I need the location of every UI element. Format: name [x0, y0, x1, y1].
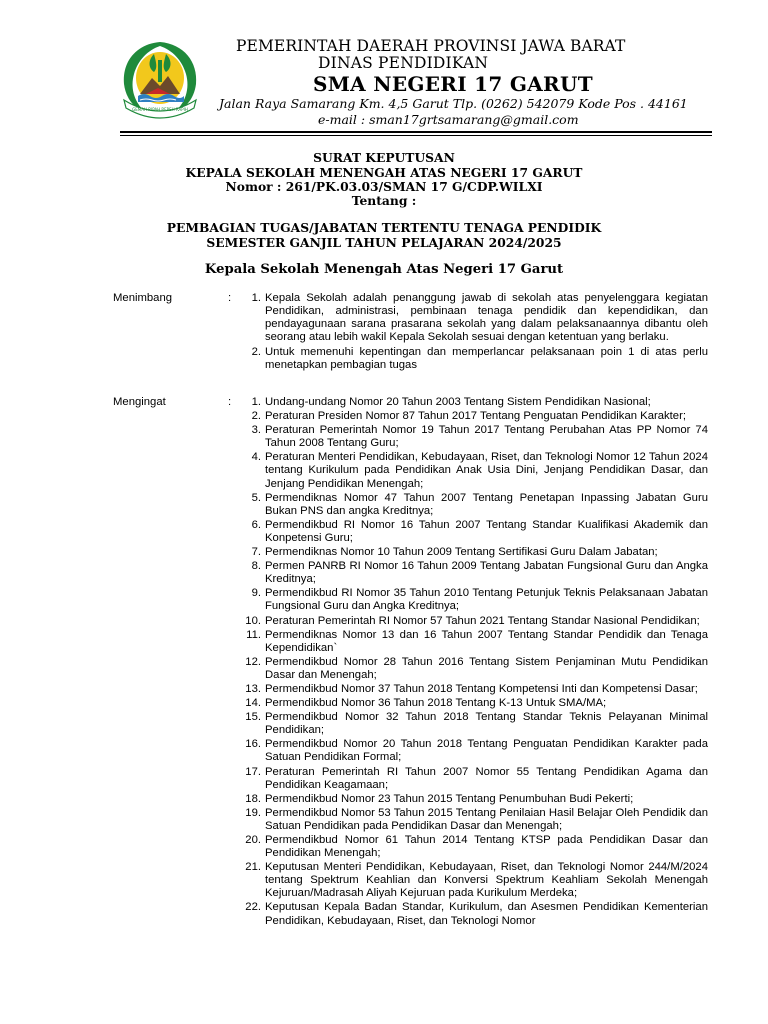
list-item-number: 19. — [245, 806, 261, 819]
list-item-number: 4. — [251, 451, 261, 464]
decree-about-label: Tentang : — [351, 193, 417, 208]
letterhead-government: PEMERINTAH DAERAH PROVINSI JAWA BARAT — [236, 37, 626, 55]
list-item — [237, 766, 708, 792]
letterhead-divider-thick — [120, 131, 712, 133]
menimbang-colon: : — [228, 292, 232, 304]
list-item-number: 2. — [251, 410, 261, 423]
west-java-emblem-logo — [118, 38, 202, 122]
list-item-number: 16. — [245, 738, 261, 751]
list-item — [237, 738, 708, 764]
list-item-number: 17. — [245, 765, 261, 778]
decree-issuer: KEPALA SEKOLAH MENENGAH ATAS NEGERI 17 GARUT — [185, 165, 583, 180]
list-item — [237, 587, 708, 613]
list-item-number: 10. — [245, 614, 261, 627]
list-item-text: Peraturan Menteri Pendidikan, Kebudayaan, Riset, dan Teknologi Nomor 12 Tahun 2024 tentang Kurikulum pada Pendidikan Anak Usia Dini, Jenjang Pendidikan Dasar, dan Jenjang Pendidikan Menengah; — [265, 451, 708, 490]
list-item-text: Untuk memenuhi kepentingan dan memperlancar pelaksanaan poin 1 di atas perlu menetapkan pembagian tugas — [265, 346, 708, 372]
list-item-text: Kepala Sekolah adalah penanggung jawab di sekolah atas penyelenggara kegiatan Pendidikan, administrasi, pembinaan tenaga pendidik dan kependidikan, dan pendayagunaan sarana prasarana sekolah yang dalam pelaksanaannya dibantu oleh seorang atau lebih wakil Kepala Sekolah sesuai dengan ketentuan yang berlaku. — [265, 292, 708, 344]
list-item-text: Permendikbud Nomor 28 Tahun 2016 Tentang Sistem Penjaminan Mutu Pendidikan Dasar dan Menengah; — [265, 655, 708, 681]
list-item — [237, 424, 708, 450]
list-item — [237, 560, 708, 586]
list-item-text: Keputusan Menteri Pendidikan, Kebudayaan, Riset, dan Teknologi Nomor 244/M/2024 tentang Spektrum Keahlian dan Konversi Spektrum Keahliam Sekolah Menengah Kejuruan/Madrasah Aliyah Kejuruan pada Kurikulum Merdeka; — [265, 861, 708, 900]
list-item — [237, 807, 708, 833]
list-item-number: 6. — [251, 518, 261, 531]
decree-subject-line1: PEMBAGIAN TUGAS/JABATAN TERTENTU TENAGA PENDIDIK — [166, 220, 602, 235]
list-item — [237, 861, 708, 900]
list-item-text: Undang-undang Nomor 20 Tahun 2003 Tentang Sistem Pendidikan Nasional; — [265, 396, 651, 408]
list-item-text: Permendikbud Nomor 36 Tahun 2018 Tentang K-13 Untuk SMA/MA; — [265, 697, 607, 710]
list-item-text: Permendikbud Nomor 53 Tahun 2015 Tentang Penilaian Hasil Belajar Oleh Pendidik dan Satuan Pendidikan pada Pendidikan Dasar dan Menengah; — [265, 806, 708, 832]
decree-heading: SURAT KEPUTUSAN — [313, 150, 455, 165]
decree-subject-line2: SEMESTER GANJIL TAHUN PELAJARAN 2024/2025 — [206, 235, 562, 250]
list-item-text: Permendikbud Nomor 37 Tahun 2018 Tentang Kompetensi Inti dan Kompetensi Dasar; — [265, 682, 698, 695]
letterhead — [0, 0, 768, 134]
list-item — [237, 346, 708, 372]
list-item — [237, 793, 708, 806]
list-item-text: Peraturan Pemerintah Nomor 19 Tahun 2017 Tentang Perubahan Atas PP Nomor 74 Tahun 2008 Tentang Guru; — [265, 424, 708, 450]
list-item-number: 2. — [251, 346, 261, 359]
list-item — [237, 629, 708, 655]
list-item-number: 8. — [251, 560, 261, 573]
list-item-text: Peraturan Pemerintah RI Tahun 2007 Nomor 55 Tentang Pendidikan Agama dan Pendidikan Keagamaan; — [265, 765, 708, 791]
list-item-text: Permendikbud Nomor 20 Tahun 2018 Tentang Penguatan Pendidikan Karakter pada Satuan Pendidikan Formal; — [265, 738, 708, 764]
list-item — [237, 396, 708, 409]
list-item — [237, 410, 708, 423]
mengingat-label: Mengingat — [113, 396, 166, 408]
list-item — [237, 519, 708, 545]
letterhead-department: DINAS PENDIDIKAN — [318, 54, 489, 72]
list-item-text: Permendiknas Nomor 13 dan 16 Tahun 2007 Tentang Standar Pendidik dan Tenaga Kependidikan` — [265, 628, 708, 654]
decree-authority: Kepala Sekolah Menengah Atas Negeri 17 Garut — [204, 262, 564, 277]
letterhead-address: Jalan Raya Samarang Km. 4,5 Garut Tlp. (0262) 542079 Kode Pos . 44161 — [219, 96, 688, 111]
list-item-number: 20. — [245, 834, 261, 846]
list-item-number: 12. — [245, 655, 261, 668]
list-item-text: Peraturan Pemerintah RI Nomor 57 Tahun 2021 Tentang Standar Nasional Pendidikan; — [265, 614, 700, 627]
list-item — [237, 451, 708, 490]
list-item-number: 15. — [245, 711, 261, 724]
menimbang-list — [237, 292, 708, 373]
letterhead-email: e-mail : sman17grtsamarang@gmail.com — [318, 112, 579, 127]
list-item-number: 21. — [245, 861, 261, 874]
list-item-text: Peraturan Presiden Nomor 87 Tahun 2017 Tentang Penguatan Pendidikan Karakter; — [265, 410, 686, 423]
svg-text:GEMAH RIPAH REPEH RAPIH: GEMAH RIPAH REPEH RAPIH — [132, 107, 188, 112]
list-item-number: 1. — [251, 292, 261, 304]
list-item — [237, 697, 708, 710]
list-item-text: Permendikbud Nomor 32 Tahun 2018 Tentang Standar Teknis Pelayanan Minimal Pendidikan; — [265, 711, 708, 737]
list-item-number: 13. — [245, 682, 261, 695]
list-item — [237, 292, 708, 344]
list-item-text: Permendikbud RI Nomor 35 Tahun 2010 Tentang Petunjuk Teknis Pelaksanaan Jabatan Fungsional Guru dan Angka Kreditnya; — [265, 587, 708, 613]
list-item-text: Keputusan Kepala Badan Standar, Kurikulum, dan Asesmen Pendidikan Kementerian Pendidikan, Kebudayaan, Riset, dan Teknologi Nomor — [265, 901, 708, 927]
decree-number: Nomor : 261/PK.03.03/SMAN 17 G/CDP.WILXI — [225, 179, 543, 194]
list-item-number: 14. — [245, 697, 261, 710]
list-item-number: 3. — [251, 424, 261, 437]
mengingat-list — [237, 396, 708, 928]
list-item-text: Permendikbud Nomor 61 Tahun 2014 Tentang KTSP pada Pendidikan Dasar dan Pendidikan Menengah; — [265, 834, 708, 860]
list-item-text: Permendikbud Nomor 23 Tahun 2015 Tentang Penumbuhan Budi Pekerti; — [265, 792, 634, 805]
list-item-number: 11. — [246, 628, 261, 641]
list-item-number: 7. — [251, 546, 261, 559]
list-item-number: 9. — [251, 587, 261, 600]
list-item-text: Permen PANRB RI Nomor 16 Tahun 2009 Tentang Jabatan Fungsional Guru dan Angka Kreditnya; — [265, 560, 708, 586]
list-item-number: 18. — [245, 792, 261, 805]
list-item — [237, 546, 708, 559]
list-item — [237, 492, 708, 518]
list-item — [237, 834, 708, 860]
list-item — [237, 683, 708, 696]
list-item-number: 5. — [251, 491, 261, 504]
list-item — [237, 615, 708, 628]
list-item-text: Permendikbud RI Nomor 16 Tahun 2007 Tentang Standar Kualifikasi Akademik dan Konpetensi Guru; — [265, 518, 708, 544]
list-item — [237, 656, 708, 682]
list-item-text: Permendiknas Nomor 10 Tahun 2009 Tentang Sertifikasi Guru Dalam Jabatan; — [265, 546, 658, 559]
letterhead-divider-thin — [120, 135, 712, 136]
letterhead-school-name: SMA NEGERI 17 GARUT — [313, 72, 593, 96]
list-item-number: 22. — [245, 901, 261, 914]
mengingat-colon: : — [228, 396, 232, 408]
list-item — [237, 901, 708, 927]
menimbang-label: Menimbang — [113, 292, 173, 304]
list-item — [237, 711, 708, 737]
list-item-number: 1. — [251, 396, 261, 408]
list-item-text: Permendiknas Nomor 47 Tahun 2007 Tentang Penetapan Inpassing Jabatan Guru Bukan PNS dan angka Kreditnya; — [265, 491, 708, 517]
